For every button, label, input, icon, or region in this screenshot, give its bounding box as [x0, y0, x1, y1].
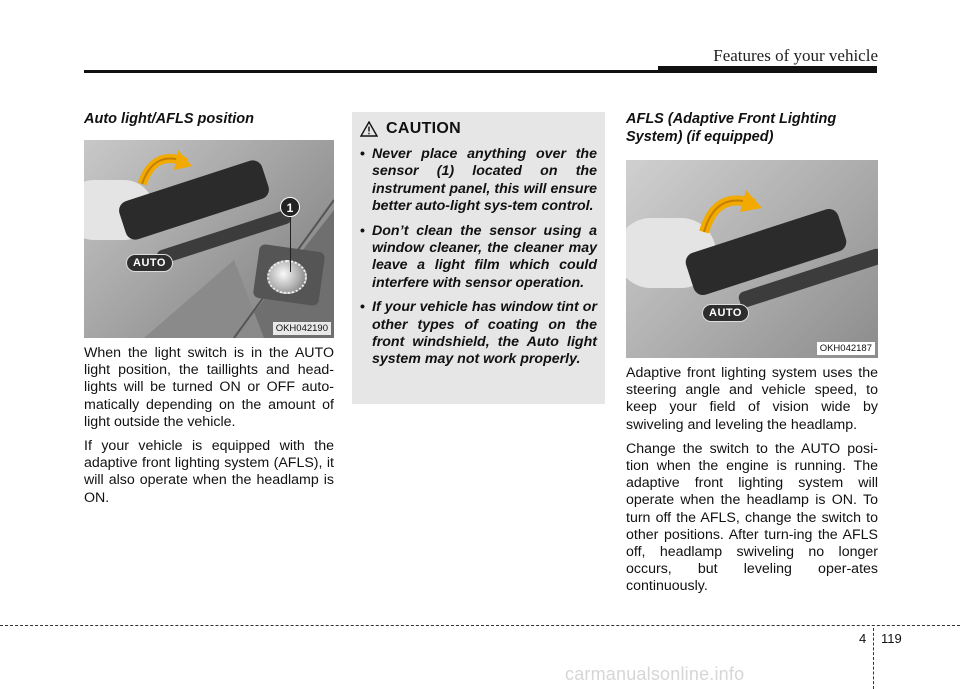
right-column — [626, 110, 878, 596]
afls-figure — [626, 160, 878, 358]
caution-item: • Never place anything over the sensor (1) located on the instrument panel, this will ensure better auto-light sys-tem control. — [360, 146, 597, 216]
afls-heading: AFLS (Adaptive Front Lighting System) (if equipped) — [626, 111, 837, 145]
rotate-arrow-icon — [134, 144, 194, 194]
watermark: carmanualsonline.info — [565, 664, 745, 684]
afls-paragraph-1: Adaptive front lighting system uses the steering angle and vehicle speed, to keep your field of vision wide by swiveling and leveling the headlamp. — [626, 365, 878, 433]
page-number-separator — [873, 628, 874, 689]
callout-leader-line — [290, 216, 291, 272]
auto-light-paragraph-2: If your vehicle is equipped with the adaptive front lighting system (AFLS), it will also operate when the headlamp is ON. — [84, 438, 334, 506]
warning-triangle-icon — [360, 121, 378, 137]
caution-item: • Don’t clean the sensor using a window cleaner, the cleaner may leave a light film which could interfere with sensor operation. — [360, 223, 597, 293]
auto-light-sensor — [267, 260, 307, 294]
footer-rule — [0, 625, 960, 626]
sensor-callout-1: 1 — [280, 197, 300, 217]
caution-header — [360, 120, 597, 138]
auto-label-badge: AUTO — [126, 254, 173, 272]
chapter-number: 4 — [859, 631, 867, 646]
header-rule-tab — [658, 66, 877, 73]
page-number: 119 — [881, 631, 902, 646]
caution-item: • If your vehicle has window tint or other types of coating on the front windshield, the Auto light system may not work properly. — [360, 299, 597, 369]
page-header-title: Features of your vehicle — [713, 46, 878, 65]
rotate-arrow-icon — [694, 182, 764, 242]
auto-label-badge: AUTO — [702, 304, 749, 322]
auto-light-paragraph-1: When the light switch is in the AUTO light position, the taillights and head-lights will be turned ON or OFF auto-matically depending on the amount of light outside the vehicle. — [84, 345, 334, 430]
middle-column — [352, 112, 605, 404]
auto-light-heading: Auto light/AFLS position — [84, 111, 254, 127]
caution-box — [352, 112, 605, 404]
afls-paragraph-2: Change the switch to the AUTO posi-tion when the engine is running. The adaptive front lighting system will operate when the headlamp is ON. To turn off the AFLS, change the switch to other positions. After turn-ing the AFLS off, headlamp swiveling no longer occurs, but leveling oper-ates continuously. — [626, 440, 878, 595]
caution-title: CAUTION — [386, 120, 461, 137]
figure-caption: OKH042190 — [273, 322, 331, 335]
auto-light-figure — [84, 140, 334, 338]
figure-caption: OKH042187 — [817, 342, 875, 355]
left-column — [84, 110, 334, 507]
caution-list — [360, 146, 597, 369]
